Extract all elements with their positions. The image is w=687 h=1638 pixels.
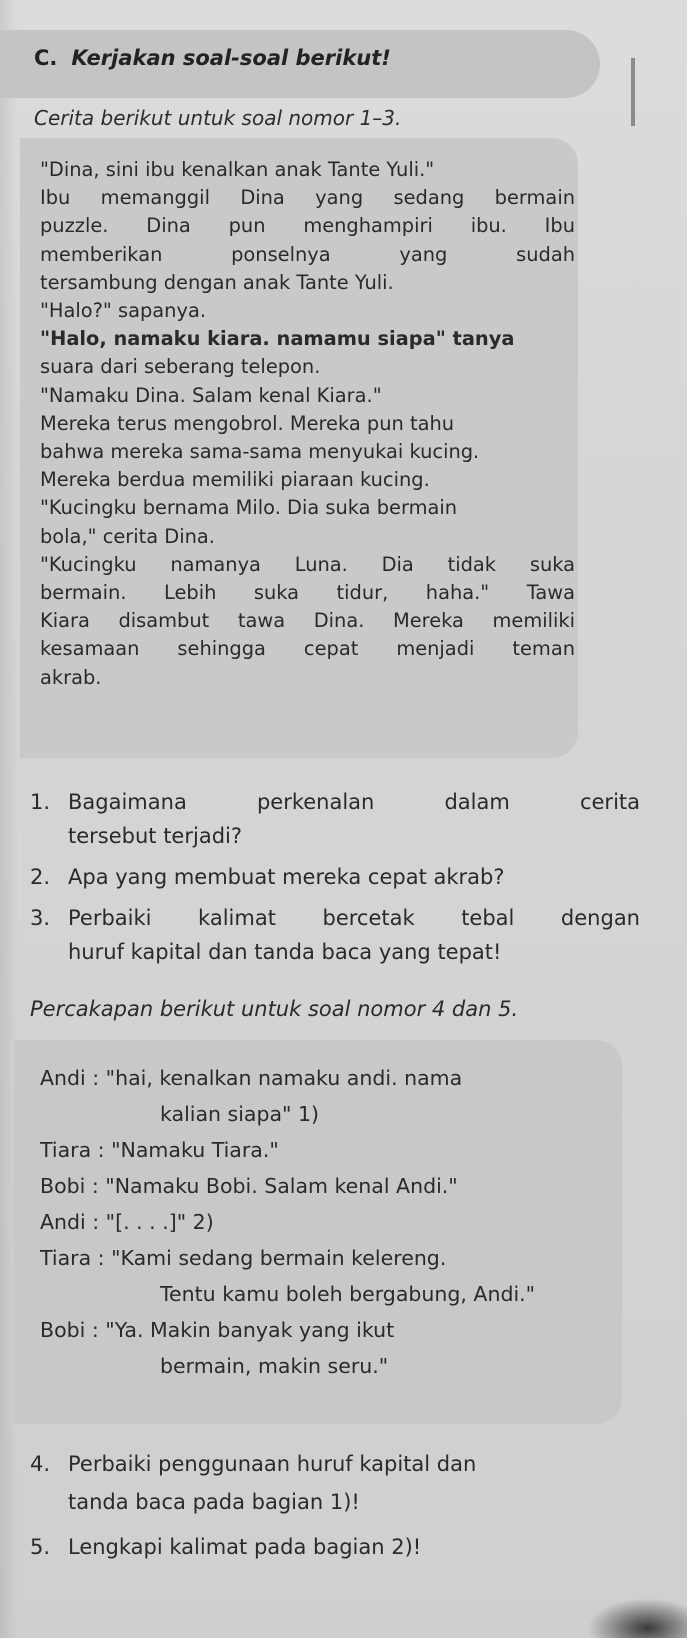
- story-line: "Halo?" sapanya.: [40, 299, 206, 323]
- question-item: [30, 860, 640, 894]
- story-line: Mereka berdua memiliki piaraan kucing.: [40, 468, 430, 492]
- utterance: "Namaku Bobi. Salam kenal Andi.": [105, 1174, 458, 1198]
- question-line: huruf kapital dan tanda baca yang tepat!: [68, 940, 502, 964]
- dialog-text: [40, 1060, 620, 1384]
- utterance: "Namaku Tiara.": [111, 1138, 279, 1162]
- story-line: puzzle. Dina pun menghampiri ibu. Ibu: [40, 214, 575, 238]
- dialog-entry: [40, 1204, 620, 1240]
- story-line: tersambung dengan anak Tante Yuli.: [40, 270, 394, 294]
- question-line: tanda baca pada bagian 1)!: [68, 1490, 360, 1514]
- dialog-entry: [40, 1132, 620, 1168]
- dialog-entry: [40, 1168, 620, 1204]
- story-line: Mereka terus mengobrol. Mereka pun tahu: [40, 411, 455, 435]
- question-line: Perbaiki kalimat bercetak tebal dengan: [68, 906, 640, 930]
- question-item: [30, 1528, 650, 1566]
- story-line: "Kucingku bernama Milo. Dia suka bermain: [40, 496, 458, 520]
- story-line: Ibu memanggil Dina yang sedang bermain: [40, 186, 575, 210]
- dialog-entry: [40, 1312, 620, 1384]
- section-title-text: Kerjakan soal-soal berikut!: [71, 46, 391, 70]
- section-letter: C.: [34, 46, 58, 70]
- story-line: "Dina, sini ibu kenalkan anak Tante Yuli.": [40, 158, 435, 181]
- utterance: "hai, kenalkan namaku andi. nama: [105, 1066, 463, 1090]
- question-text: [68, 1445, 650, 1521]
- story-text: [40, 156, 575, 692]
- question-text: [68, 785, 640, 853]
- section-title: [34, 46, 391, 70]
- questions-4-5: [30, 1445, 650, 1573]
- story-line: Kiara disambut tawa Dina. Mereka memiliki: [40, 609, 575, 633]
- question-number: 1.: [30, 790, 51, 814]
- question-line: Perbaiki penggunaan huruf kapital dan: [68, 1452, 477, 1476]
- questions-1-3: [30, 785, 640, 976]
- question-text: [68, 1528, 650, 1566]
- story-intro: Cerita berikut untuk soal nomor 1–3.: [34, 106, 402, 130]
- utterance: "Ya. Makin banyak yang ikut: [105, 1318, 395, 1342]
- utterance-continued: kalian siapa" 1): [160, 1102, 320, 1126]
- question-item: [30, 1445, 650, 1521]
- dialog-entry: [40, 1060, 620, 1132]
- question-line: Lengkapi kalimat pada bagian 2)!: [68, 1535, 422, 1559]
- question-text: [68, 901, 640, 969]
- story-line: kesamaan sehingga cepat menjadi teman: [40, 637, 575, 661]
- speaker-label: Tiara :: [40, 1138, 112, 1162]
- story-line: "Namaku Dina. Salam kenal Kiara.": [40, 383, 382, 407]
- question-line: tersebut terjadi?: [68, 824, 242, 848]
- dialog-intro: Percakapan berikut untuk soal nomor 4 dan 5.: [30, 997, 519, 1021]
- speaker-label: Bobi :: [40, 1174, 106, 1198]
- speaker-label: Bobi :: [40, 1318, 106, 1342]
- question-item: [30, 785, 640, 853]
- utterance: "Kami sedang bermain kelereng.: [111, 1246, 447, 1270]
- story-line: bahwa mereka sama-sama menyukai kucing.: [40, 440, 480, 464]
- dialog-entry: [40, 1240, 620, 1312]
- question-text: [68, 860, 640, 894]
- question-line: Apa yang membuat mereka cepat akrab?: [68, 865, 505, 889]
- story-line-bold: "Halo, namaku kiara. namamu siapa" tanya: [40, 327, 515, 351]
- story-line: memberikan ponselnya yang sudah: [40, 242, 575, 266]
- story-line: "Kucingku namanya Luna. Dia tidak suka: [40, 552, 575, 576]
- story-line: akrab.: [40, 665, 102, 689]
- story-line: bermain. Lebih suka tidur, haha." Tawa: [40, 581, 575, 605]
- question-number: 3.: [30, 906, 51, 930]
- question-number: 5.: [30, 1535, 51, 1559]
- page-binding-mark: [631, 58, 635, 126]
- question-item: [30, 901, 640, 969]
- question-number: 4.: [30, 1452, 51, 1476]
- utterance-continued: bermain, makin seru.": [160, 1354, 389, 1378]
- story-line: suara dari seberang telepon.: [40, 355, 321, 379]
- utterance-continued: Tentu kamu boleh bergabung, Andi.": [160, 1282, 536, 1306]
- utterance: "[. . . .]" 2): [105, 1210, 214, 1234]
- question-number: 2.: [30, 865, 51, 889]
- story-line: bola," cerita Dina.: [40, 524, 215, 548]
- corner-shadow: [587, 1598, 687, 1638]
- speaker-label: Tiara :: [40, 1246, 112, 1270]
- question-line: Bagaimana perkenalan dalam cerita: [68, 790, 640, 814]
- speaker-label: Andi :: [40, 1066, 106, 1090]
- speaker-label: Andi :: [40, 1210, 106, 1234]
